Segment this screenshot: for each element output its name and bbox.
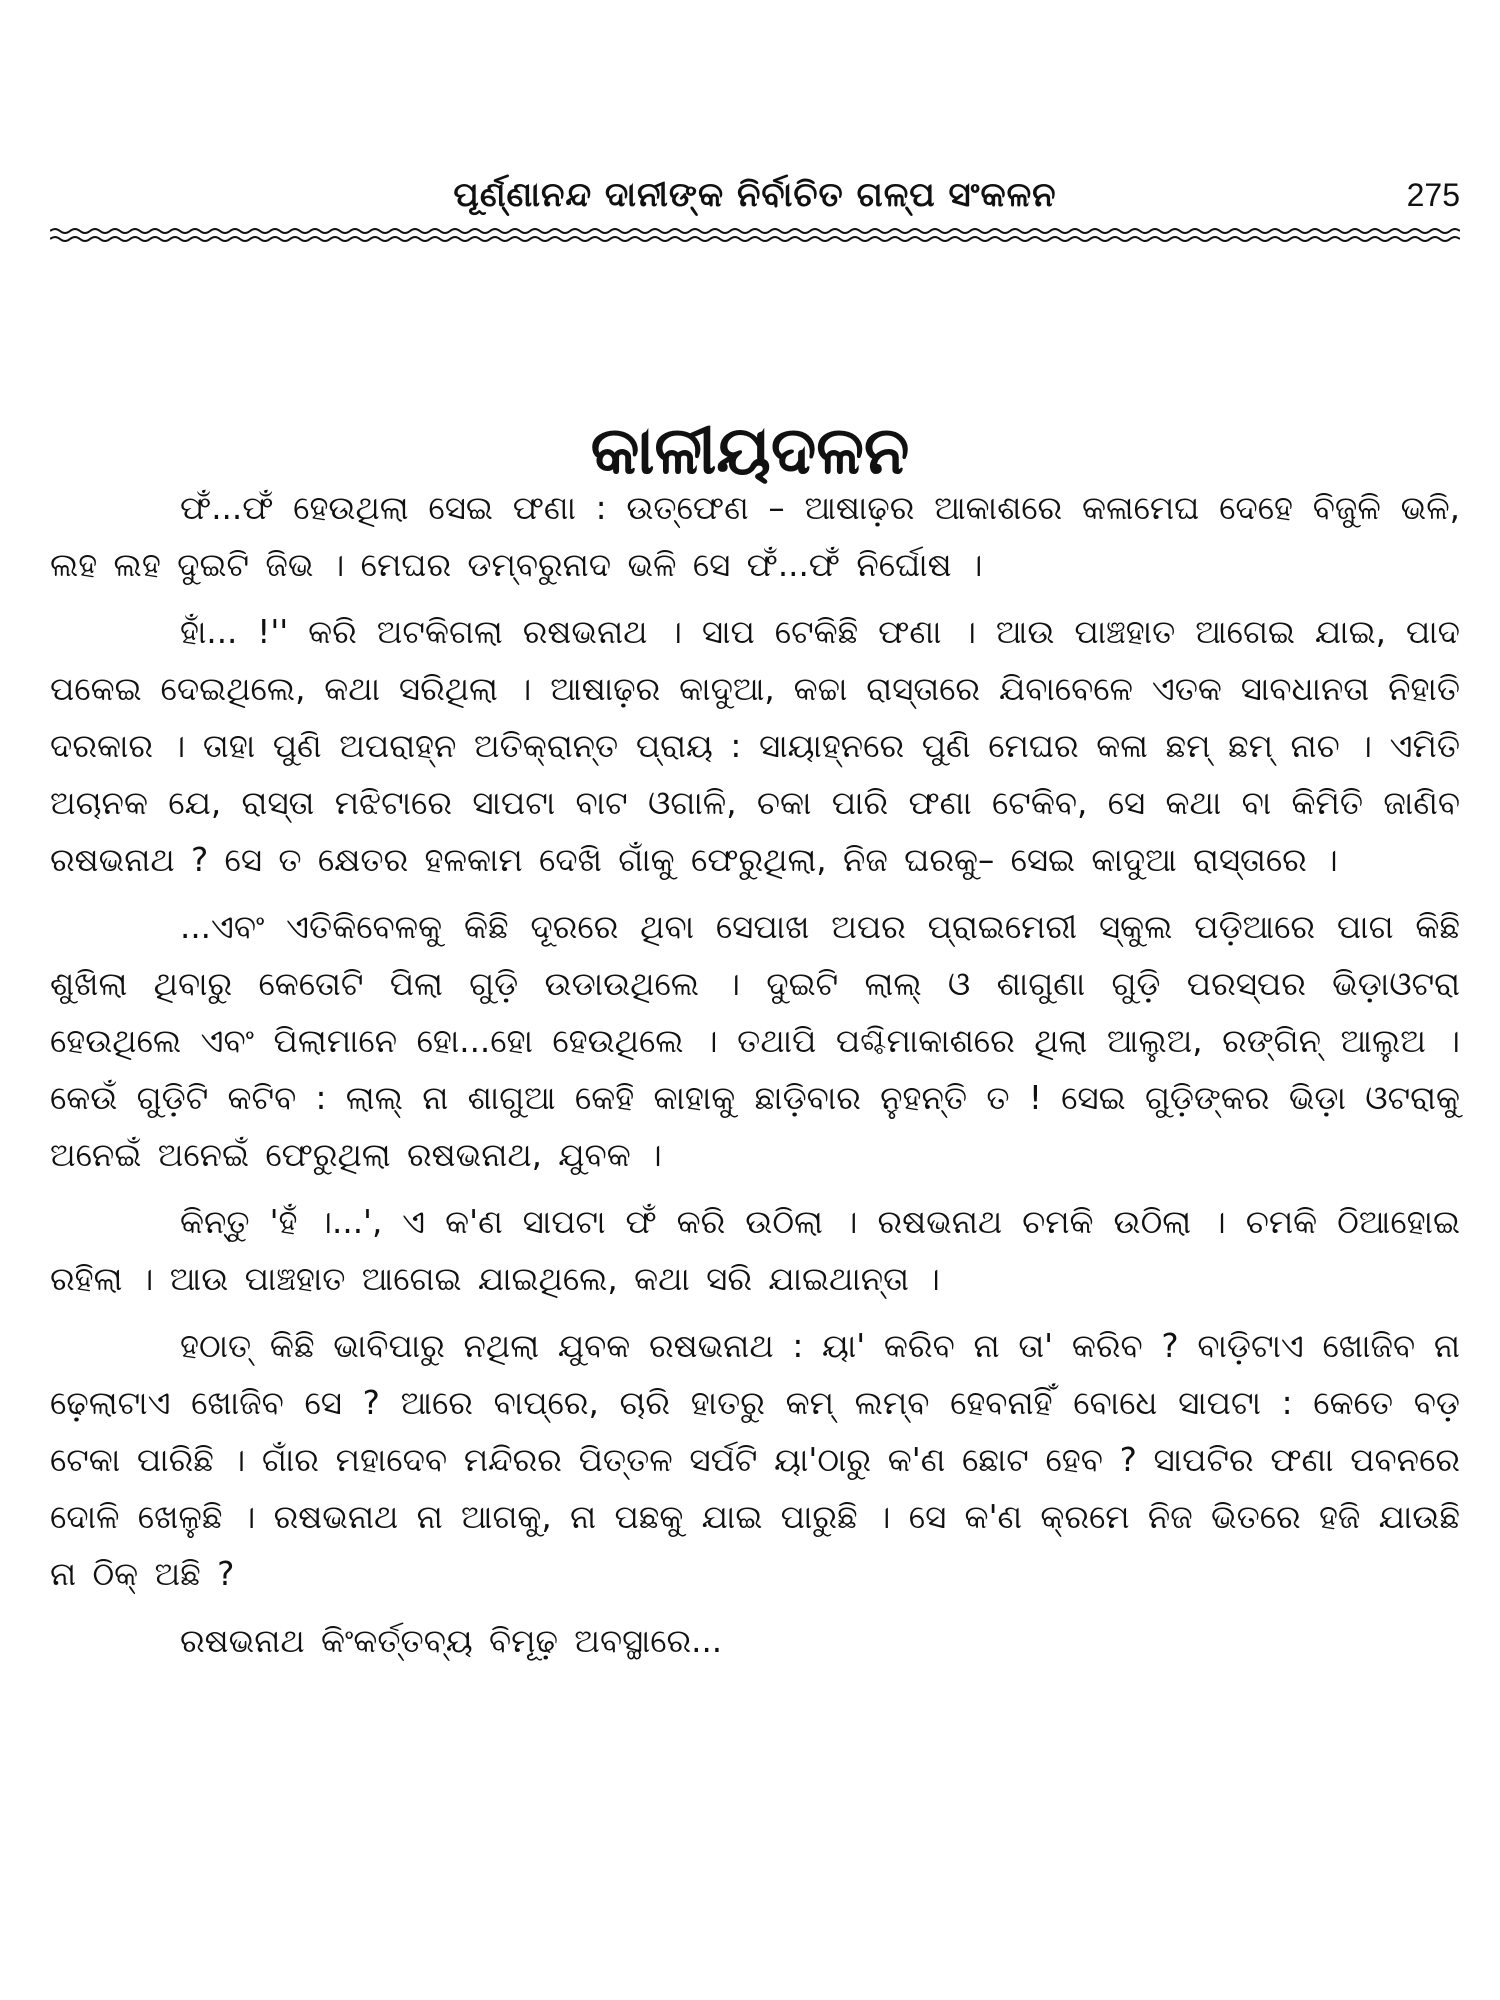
running-title: ପୂର୍ଣ୍ଣାନନ୍ଦ ଦାନୀଙ୍କ ନିର୍ବାଚିତ ଗଳ୍ପ ସଂକଳନ bbox=[453, 175, 1057, 215]
paragraph-5: ହଠାତ୍ କିଛି ଭାବିପାରୁ ନଥିଲା ଯୁବକ ରଷଭନାଥ : ୟା' କରିବ ନା ତା' କରିବ ? ବାଡ଼ିଟାଏ ଖୋଜିବ ନା ଢ଼େଲାଟାଏ ଖୋଜିବ ସେ ? ଆରେ ବାପ୍‌ରେ, ଚାରି ହାତରୁ କମ୍ ଲମ୍ବ ହେବନାହିଁ ବୋଧେ ସାପଟା : କେତେ ବଡ଼ ଟେକା ପାରିଛି । ଗାଁର ମହାଦେବ ମନ୍ଦିରର ପିତ୍ତଳ ସର୍ପଟି ୟା'ଠାରୁ କ'ଣ ଛୋଟ ହେବ ? ସାପଟିର ଫଣା ପବନରେ ଦୋଳି ଖେଳୁଛି । ରଷଭନାଥ ନା ଆଗକୁ, ନା ପଛକୁ ଯାଇ ପାରୁଛି । ସେ କ'ଣ କ୍ରମେ ନିଜ ଭିତରେ ହଜି ଯାଉଛି ନା ଠିକ୍ ଅଛି ? bbox=[50, 1327, 1460, 1593]
wavy-rule-top bbox=[50, 229, 1460, 233]
paragraph-4: କିନ୍ତୁ 'ହଁ ।...', ଏ କ'ଣ ସାପଟା ଫଁ କରି ଉଠିଲା । ରଷଭନାଥ ଚମକି ଉଠିଲା । ଚମକି ଠିଆହୋଇ ରହିଲା । ଆଉ ପାଞ୍ଚହାତ ଆଗେଇ ଯାଇଥିଲେ, କଥା ସରି ଯାଇଥାନ୍ତା । bbox=[50, 1203, 1460, 1298]
story-body bbox=[50, 480, 1460, 1676]
paragraph-1: ଫଁ...ଫଁ ହେଉଥିଲା ସେଇ ଫଣା : ଉତ୍‌ଫେଣ – ଆଷାଢ଼ର ଆକାଶରେ କଳାମେଘ ଦେହେ ବିଜୁଳି ଭଳି, ଲହ ଲହ ଦୁଇଟି ଜିଭ । ମେଘର ଡମ୍ବରୁନାଦ ଭଳି ସେ ଫଁ...ଫଁ ନିର୍ଘୋଷ । bbox=[50, 489, 1460, 584]
paragraph-3: ...ଏବଂ ଏତିକିବେଳକୁ କିଛି ଦୂରରେ ଥିବା ସେପାଖ ଅପର ପ୍ରାଇମେରୀ ସ୍କୁଲ ପଡ଼ିଆରେ ପାଗ କିଛି ଶୁଖିଲା ଥିବାରୁ କେତୋଟି ପିଲା ଗୁଡ଼ି ଉଡାଉଥିଲେ । ଦୁଇଟି ଲାଲ୍ ଓ ଶାଗୁଣା ଗୁଡ଼ି ପରସ୍ପର ଭିଡ଼ାଓଟରା ହେଉଥିଲେ ଏବଂ ପିଲାମାନେ ହୋ...ହୋ ହେଉଥିଲେ । ତଥାପି ପଶ୍ଚିମାକାଶରେ ଥିଲା ଆଲୁଅ, ରଙ୍ଗିନ୍ ଆଲୁଅ । କେଉଁ ଗୁଡ଼ିଟି କଟିବ : ଲାଲ୍ ନା ଶାଗୁଆ କେହି କାହାକୁ ଛାଡ଼ିବାର ନୁହନ୍ତି ତ ! ସେଇ ଗୁଡ଼ିଙ୍କର ଭିଡ଼ା ଓଟରାକୁ ଅନେଇଁ ଅନେଇଁ ଫେରୁଥିଲା ରଷଭନାଥ, ଯୁବକ । bbox=[50, 908, 1460, 1174]
page-number: 275 bbox=[1406, 177, 1460, 213]
paragraph-6: ରଷଭନାଥ କିଂକର୍ତ୍ତବ୍ୟ ବିମୂଢ଼ ଅବସ୍ଥାରେ... bbox=[180, 1622, 723, 1660]
running-header bbox=[50, 165, 1460, 225]
wavy-rule-bottom bbox=[50, 237, 1460, 241]
chapter-title: କାଳୀୟଦଳନ bbox=[590, 412, 910, 490]
decorative-rule bbox=[50, 225, 1460, 245]
paragraph-2: ହାଁ... !'' କରି ଅଟକିଗଲା ରଷଭନାଥ । ସାପ ଟେକିଛି ଫଣା । ଆଉ ପାଞ୍ଚହାତ ଆଗେଇ ଯାଇ, ପାଦ ପକେଇ ଦେଇଥିଲେ, କଥା ସରିଥିଲା । ଆଷାଢ଼ର କାଦୁଆ, କଚ୍ଚା ରାସ୍ତାରେ ଯିବାବେଳେ ଏତକ ସାବଧାନତା ନିହାତି ଦରକାର । ତାହା ପୁଣି ଅପରାହ୍ନ ଅତିକ୍ରାନ୍ତ ପ୍ରାୟ : ସାୟାହ୍ନରେ ପୁଣି ମେଘର କଳା ଛମ୍ ଛମ୍ ନାଚ । ଏମିତି ଅଚାନକ ଯେ, ରାସ୍ତା ମଝିଟାରେ ସାପଟା ବାଟ ଓଗାଳି, ଚକା ପାରି ଫଣା ଟେକିବ, ସେ କଥା ବା କିମିତି ଜାଣିବ ରଷଭନାଥ ? ସେ ତ କ୍ଷେତର ହଳକାମ ଦେଖି ଗାଁକୁ ଫେରୁଥିଲା, ନିଜ ଘରକୁ– ସେଇ କାଦୁଆ ରାସ୍ତାରେ । bbox=[50, 613, 1460, 879]
